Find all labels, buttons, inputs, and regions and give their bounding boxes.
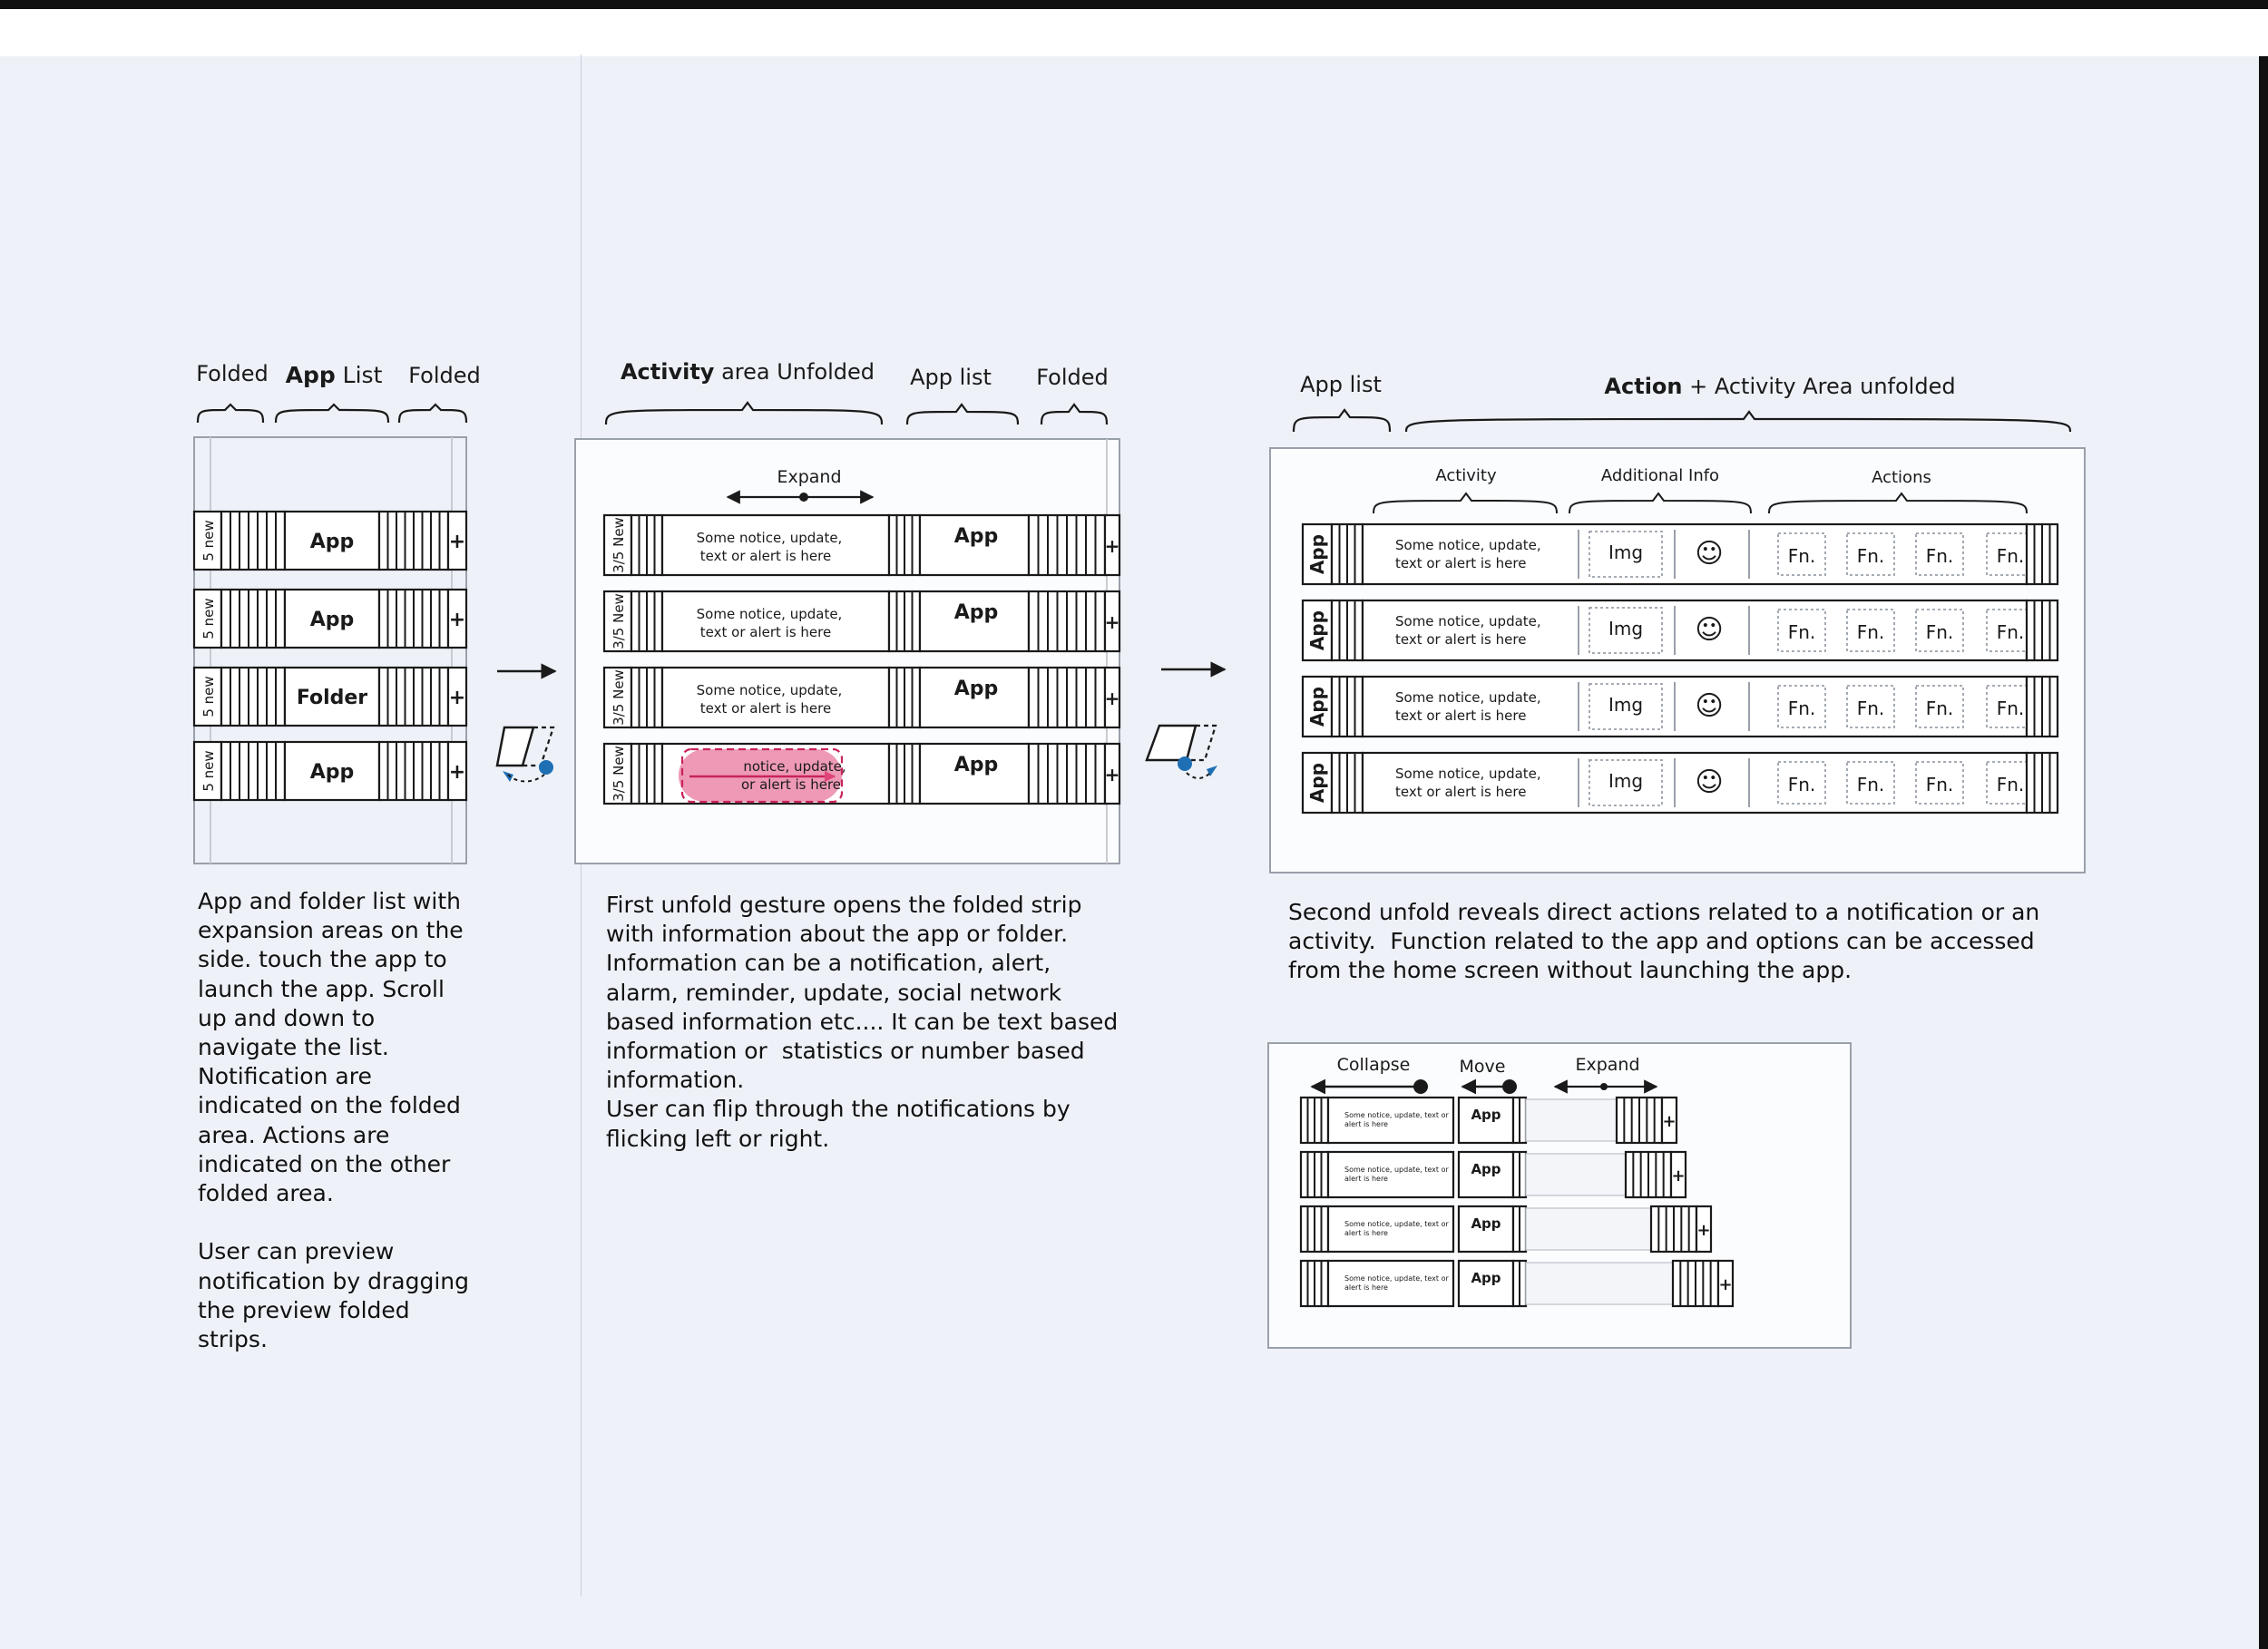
function-button[interactable] bbox=[1778, 762, 1825, 804]
plus-icon: + bbox=[1696, 1221, 1711, 1240]
function-button[interactable] bbox=[1916, 762, 1963, 804]
panel1-strip[interactable] bbox=[194, 590, 466, 648]
panel1-headers bbox=[196, 361, 481, 423]
panel-3-action-activity-unfolded bbox=[1270, 372, 2085, 873]
function-button-label: Fn. bbox=[1856, 698, 1885, 719]
panel1-header-list: List bbox=[335, 362, 383, 388]
app-label: App bbox=[1306, 762, 1328, 804]
panel1-strip[interactable] bbox=[194, 512, 466, 570]
expansion-track bbox=[1526, 1263, 1673, 1304]
img-label: Img bbox=[1608, 542, 1644, 563]
notice-line2: text or alert is here bbox=[1395, 555, 1527, 571]
notice-line1: Some notice, update, bbox=[696, 530, 843, 546]
panel4-strip[interactable] bbox=[1301, 1098, 1677, 1143]
smiley-icon: ☺ bbox=[1695, 538, 1724, 570]
app-label: App bbox=[953, 601, 999, 624]
app-label: App bbox=[1471, 1107, 1501, 1123]
function-button[interactable] bbox=[1778, 686, 1825, 727]
function-button-label: Fn. bbox=[1996, 545, 2025, 567]
panel1-description: App and folder list with expansion areas on the side. touch the app to launch the app. Scroll up and down to navigate the list. Notification are indicated on the folded area. Actions are indicated on the other folded area. User can preview notification by dragging the preview folded strips. bbox=[198, 888, 470, 1353]
function-button-label: Fn. bbox=[1856, 545, 1885, 567]
app-label: App bbox=[309, 609, 355, 631]
notification-badge: 5 new bbox=[200, 676, 217, 717]
fold-gesture-icon-2 bbox=[1147, 726, 1217, 778]
notification-badge: 3/5 New bbox=[611, 669, 627, 726]
notification-badge: 5 new bbox=[200, 598, 217, 639]
panel1-strip[interactable] bbox=[194, 742, 466, 800]
function-button[interactable] bbox=[1916, 533, 1963, 575]
function-button-label: Fn. bbox=[1996, 698, 2025, 719]
panel3-sub-additional: Additional Info bbox=[1600, 466, 1720, 485]
fold-gesture-icon-1 bbox=[497, 727, 553, 782]
app-label: App bbox=[953, 525, 999, 548]
panel1-braces bbox=[198, 405, 466, 423]
smiley-icon: ☺ bbox=[1695, 690, 1724, 722]
panel2-strip[interactable] bbox=[604, 515, 1119, 575]
notification-badge: 3/5 New bbox=[611, 746, 627, 802]
panel3-header-action-rest: + Activity Area unfolded bbox=[1682, 374, 1956, 399]
panel4-strip[interactable] bbox=[1301, 1152, 1686, 1197]
panel3-header-action-bold: Action bbox=[1604, 374, 1683, 399]
panel1-header-folded-left: Folded bbox=[196, 361, 269, 386]
function-button-label: Fn. bbox=[1925, 698, 1954, 719]
notice-line2: alert is here bbox=[1344, 1229, 1388, 1237]
app-label: App bbox=[953, 754, 999, 776]
panel2-header-applist: App list bbox=[910, 365, 992, 390]
function-button-label: Fn. bbox=[1996, 774, 2025, 795]
expansion-track bbox=[1526, 1154, 1626, 1195]
function-button-label: Fn. bbox=[1787, 698, 1816, 719]
smiley-icon: ☺ bbox=[1695, 766, 1724, 798]
move-label: Move bbox=[1459, 1057, 1506, 1077]
panel3-header-applist: App list bbox=[1300, 372, 1382, 397]
panel-1-app-list bbox=[194, 361, 555, 864]
panel2-strip[interactable] bbox=[604, 668, 1119, 727]
panel1-strip[interactable] bbox=[194, 668, 466, 726]
function-button[interactable] bbox=[1916, 686, 1963, 727]
notice-line2: text or alert is here bbox=[699, 548, 832, 564]
panel1-header-app-list bbox=[286, 362, 383, 388]
notice-line2: alert is here bbox=[1344, 1283, 1388, 1292]
panel3-strip[interactable] bbox=[1303, 600, 2058, 660]
notification-badge: 5 new bbox=[200, 520, 217, 561]
function-button[interactable] bbox=[1847, 610, 1894, 651]
app-label: App bbox=[1471, 1161, 1501, 1177]
plus-icon: + bbox=[448, 687, 466, 709]
panel2-headers bbox=[606, 359, 1109, 424]
function-button[interactable] bbox=[1847, 762, 1894, 804]
panel2-header-activity-rest: area Unfolded bbox=[714, 359, 875, 385]
plus-icon: + bbox=[1662, 1112, 1677, 1131]
expansion-track bbox=[1526, 1208, 1651, 1250]
plus-icon: + bbox=[1671, 1166, 1686, 1186]
ghost-notice-line2: or alert is here bbox=[740, 776, 842, 793]
app-label: App bbox=[1306, 610, 1328, 651]
notice-line1: Some notice, update, text or bbox=[1344, 1274, 1449, 1283]
panel3-strip[interactable] bbox=[1303, 753, 2058, 813]
notice-line1: Some notice, update, bbox=[1395, 766, 1541, 782]
app-label: App bbox=[1471, 1215, 1501, 1232]
function-button[interactable] bbox=[1847, 533, 1894, 575]
panel3-sub-activity: Activity bbox=[1435, 466, 1497, 485]
expand-label: Expand bbox=[1575, 1055, 1640, 1075]
notice-line2: alert is here bbox=[1344, 1175, 1388, 1183]
panel1-header-app-bold: App bbox=[285, 362, 336, 388]
notice-line2: text or alert is here bbox=[1395, 631, 1527, 648]
panel2-braces bbox=[606, 403, 1107, 424]
app-label: App bbox=[953, 678, 999, 700]
notice-line1: Some notice, update, text or bbox=[1344, 1166, 1449, 1174]
plus-icon: + bbox=[1718, 1275, 1733, 1294]
function-button-label: Fn. bbox=[1856, 774, 1885, 795]
panel3-strip[interactable] bbox=[1303, 524, 2058, 584]
notice-line1: Some notice, update, bbox=[696, 606, 843, 622]
img-label: Img bbox=[1608, 770, 1644, 792]
function-button-label: Fn. bbox=[1925, 774, 1954, 795]
panel2-header-activity-bold: Activity bbox=[620, 359, 715, 385]
panel-4-gesture-legend bbox=[1268, 1043, 1851, 1348]
panel3-braces bbox=[1294, 410, 2070, 432]
plus-icon: + bbox=[1104, 688, 1120, 709]
notification-badge: 5 new bbox=[200, 750, 217, 792]
app-label: App bbox=[1306, 533, 1328, 575]
panel2-header-folded: Folded bbox=[1036, 365, 1109, 390]
notice-line2: text or alert is here bbox=[1395, 707, 1527, 724]
notice-line1: Some notice, update, bbox=[1395, 537, 1541, 553]
plus-icon: + bbox=[1104, 611, 1120, 633]
ghost-notice-line1: notice, update, bbox=[743, 758, 846, 775]
app-label: Folder bbox=[296, 687, 368, 709]
img-label: Img bbox=[1608, 694, 1644, 716]
panel4-strip[interactable] bbox=[1301, 1206, 1711, 1252]
notice-line1: Some notice, update, text or bbox=[1344, 1220, 1449, 1228]
panel3-description: Second unfold reveals direct actions related to a notification or an activity. Function related to the app and options can be accessed from the home screen without launching the app. bbox=[1288, 899, 2040, 984]
plus-icon: + bbox=[448, 761, 466, 784]
panel2-expand-label: Expand bbox=[777, 467, 842, 487]
notice-line2: alert is here bbox=[1344, 1120, 1388, 1128]
notice-line1: Some notice, update, bbox=[696, 682, 843, 698]
function-button-label: Fn. bbox=[1925, 621, 1954, 643]
notice-line1: Some notice, update, text or bbox=[1344, 1111, 1449, 1119]
notification-badge: 3/5 New bbox=[611, 517, 627, 573]
app-label: App bbox=[1471, 1270, 1501, 1286]
img-label: Img bbox=[1608, 618, 1644, 639]
function-button-label: Fn. bbox=[1787, 545, 1816, 567]
notice-line1: Some notice, update, bbox=[1395, 689, 1541, 706]
plus-icon: + bbox=[448, 609, 466, 631]
notice-line2: text or alert is here bbox=[699, 624, 832, 640]
function-button[interactable] bbox=[1916, 610, 1963, 651]
function-button-label: Fn. bbox=[1787, 621, 1816, 643]
app-label: App bbox=[1306, 686, 1328, 727]
notice-line1: Some notice, update, bbox=[1395, 613, 1541, 629]
app-label: App bbox=[309, 531, 355, 553]
panel3-headers bbox=[1294, 372, 2070, 432]
panel3-sub-actions: Actions bbox=[1872, 468, 1931, 487]
function-button[interactable] bbox=[1847, 686, 1894, 727]
panel2-preview-drag bbox=[679, 749, 846, 802]
plus-icon: + bbox=[1104, 764, 1120, 785]
function-button-label: Fn. bbox=[1856, 621, 1885, 643]
panel2-header-activity bbox=[621, 359, 875, 385]
panel3-strip[interactable] bbox=[1303, 677, 2058, 737]
plus-icon: + bbox=[448, 531, 466, 553]
expansion-track bbox=[1526, 1099, 1617, 1141]
collapse-label: Collapse bbox=[1336, 1055, 1411, 1075]
plus-icon: + bbox=[1104, 535, 1120, 557]
function-button[interactable] bbox=[1778, 610, 1825, 651]
panel2-description: First unfold gesture opens the folded strip with information about the app or folder. Information can be a notification, alert, alarm, reminder, update, social network based information etc.... It can be text based information or statistics or number based information. User can flip through the notifications by flicking left or right. bbox=[606, 892, 1119, 1152]
panel-2-activity-unfolded bbox=[575, 359, 1225, 864]
app-label: App bbox=[309, 761, 355, 784]
notice-line2: text or alert is here bbox=[1395, 784, 1527, 800]
panel3-header-action bbox=[1604, 374, 1955, 399]
panel1-header-folded-right: Folded bbox=[408, 363, 481, 388]
smiley-icon: ☺ bbox=[1695, 614, 1724, 646]
panel2-strip[interactable] bbox=[604, 591, 1119, 651]
panel1-strips bbox=[194, 512, 466, 800]
function-button-label: Fn. bbox=[1787, 774, 1816, 795]
notice-line2: text or alert is here bbox=[699, 700, 832, 717]
function-button-label: Fn. bbox=[1925, 545, 1954, 567]
notification-badge: 3/5 New bbox=[611, 593, 627, 649]
function-button[interactable] bbox=[1778, 533, 1825, 575]
function-button-label: Fn. bbox=[1996, 621, 2025, 643]
panel4-strip[interactable] bbox=[1301, 1261, 1733, 1306]
